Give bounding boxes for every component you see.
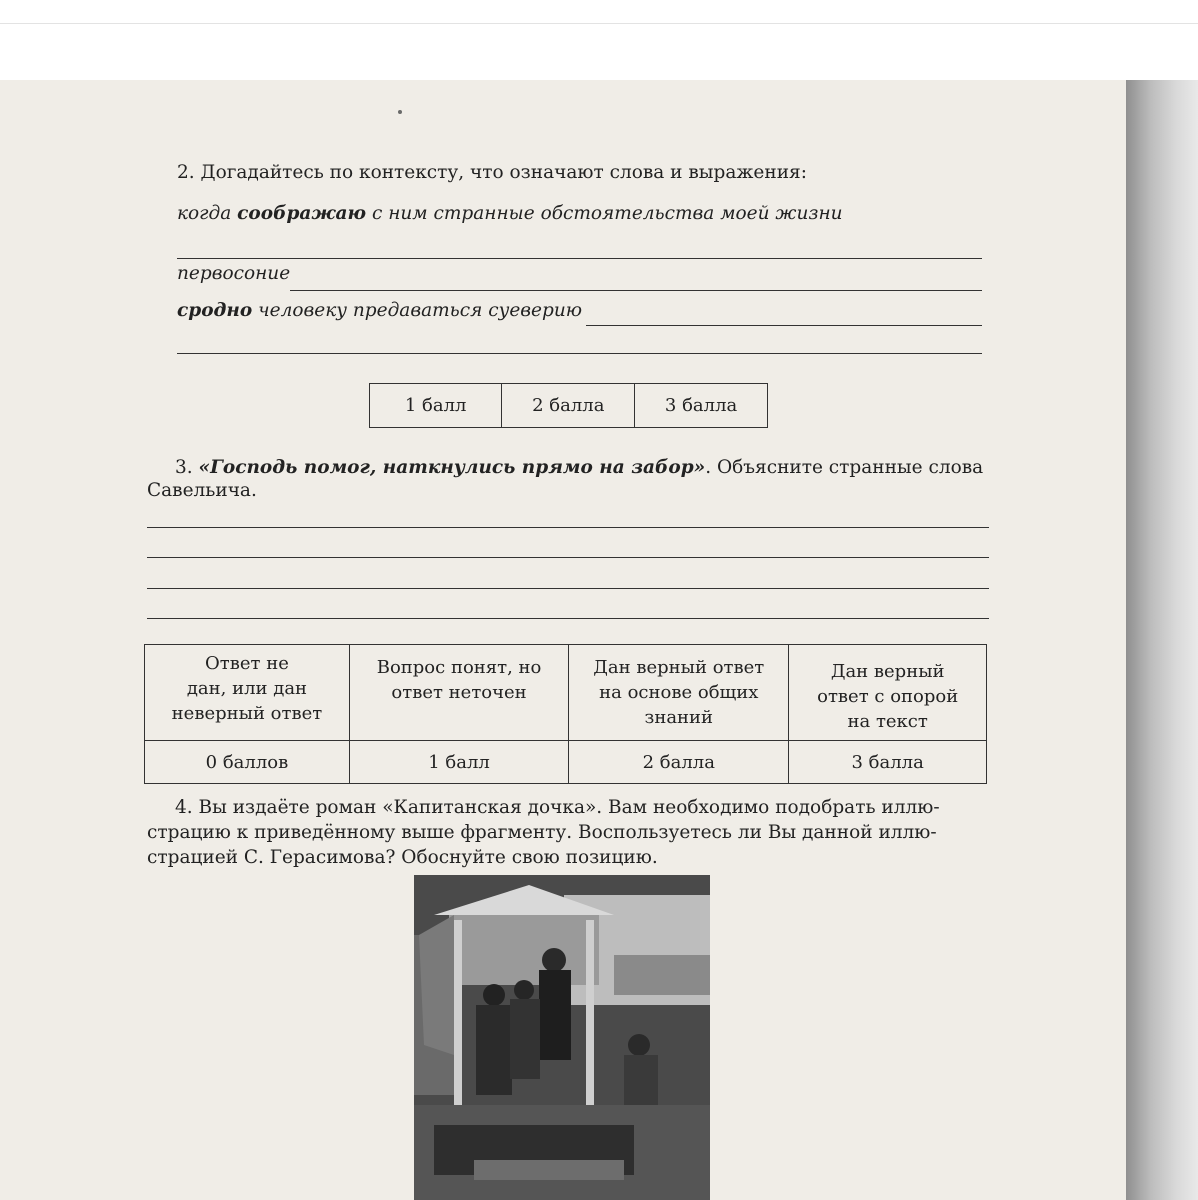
- q2-score-table: [369, 383, 768, 428]
- q3-number: 3.: [175, 457, 199, 478]
- criterion-line: неверный ответ: [171, 703, 323, 724]
- q3-prompt-rest: . Объясните странные слова: [705, 457, 984, 478]
- points-cell: 2 балла: [569, 741, 789, 784]
- answer-line[interactable]: [147, 588, 989, 589]
- q3-prompt: [175, 456, 983, 480]
- answer-line[interactable]: [147, 557, 989, 558]
- q2-phrase-3-keyword: сродно: [177, 300, 253, 321]
- criterion-line: ответ неточен: [391, 682, 527, 703]
- criterion-line: на текст: [847, 711, 928, 732]
- criterion-line: Дан верный: [830, 661, 945, 682]
- criterion-line: на основе общих: [599, 682, 759, 703]
- criterion-line: Дан верный ответ: [593, 657, 765, 678]
- points-cell: 3 балла: [789, 741, 987, 784]
- q2-phrase-3: [177, 299, 582, 323]
- q3-prompt-line-2: Савельича.: [147, 480, 257, 501]
- q3-criteria-table: [144, 644, 987, 784]
- q2-phrase-1-part-c: с ним странные обстоятельства моей жизни: [366, 203, 843, 224]
- answer-line[interactable]: [586, 325, 982, 326]
- q4-text: [147, 795, 940, 870]
- speck: [398, 110, 402, 114]
- criterion-cell: [349, 645, 568, 741]
- illustration-scene: [414, 875, 710, 1200]
- criterion-cell: [789, 645, 987, 741]
- q2-phrase-2: первосоние: [177, 263, 291, 284]
- criterion-cell: [569, 645, 789, 741]
- score-cell: 1 балл: [370, 384, 502, 428]
- q4-line: 4. Вы издаёте роман «Капитанская дочка». Вам необходимо подобрать иллю-: [175, 797, 940, 818]
- page-edge-shadow: [1126, 80, 1198, 1200]
- score-cell: 2 балла: [502, 384, 635, 428]
- criterion-line: дан, или дан: [186, 678, 308, 699]
- answer-line[interactable]: [147, 527, 989, 528]
- q4-line: страцией С. Герасимова? Обоснуйте свою позицию.: [147, 847, 658, 868]
- answer-line[interactable]: [177, 258, 982, 259]
- q4-line: страцию к приведённому выше фрагменту. Воспользуетесь ли Вы данной иллю-: [147, 822, 937, 843]
- q2-prompt: 2. Догадайтесь по контексту, что означают слова и выражения:: [177, 162, 807, 183]
- answer-line[interactable]: [147, 618, 989, 619]
- criterion-line: Ответ не: [205, 653, 289, 674]
- score-cell: 3 балла: [635, 384, 768, 428]
- q2-phrase-3-rest: человеку предаваться суеверию: [252, 300, 583, 321]
- top-divider: [0, 23, 1198, 24]
- q2-phrase-1: [177, 202, 843, 226]
- criterion-line: Вопрос понят, но: [376, 657, 542, 678]
- points-cell: 0 баллов: [145, 741, 350, 784]
- answer-line[interactable]: [177, 353, 982, 354]
- q2-phrase-1-keyword: соображаю: [237, 203, 367, 224]
- points-cell: 1 балл: [349, 741, 568, 784]
- answer-line[interactable]: [290, 290, 982, 291]
- gerasimov-illustration: [414, 875, 710, 1200]
- q3-quote: «Господь помог, наткнулись прямо на забор»: [198, 457, 706, 478]
- criterion-line: знаний: [644, 707, 714, 728]
- criterion-cell: [145, 645, 350, 741]
- q2-phrase-1-part-a: когда: [177, 203, 238, 224]
- criterion-line: ответ с опорой: [817, 686, 959, 707]
